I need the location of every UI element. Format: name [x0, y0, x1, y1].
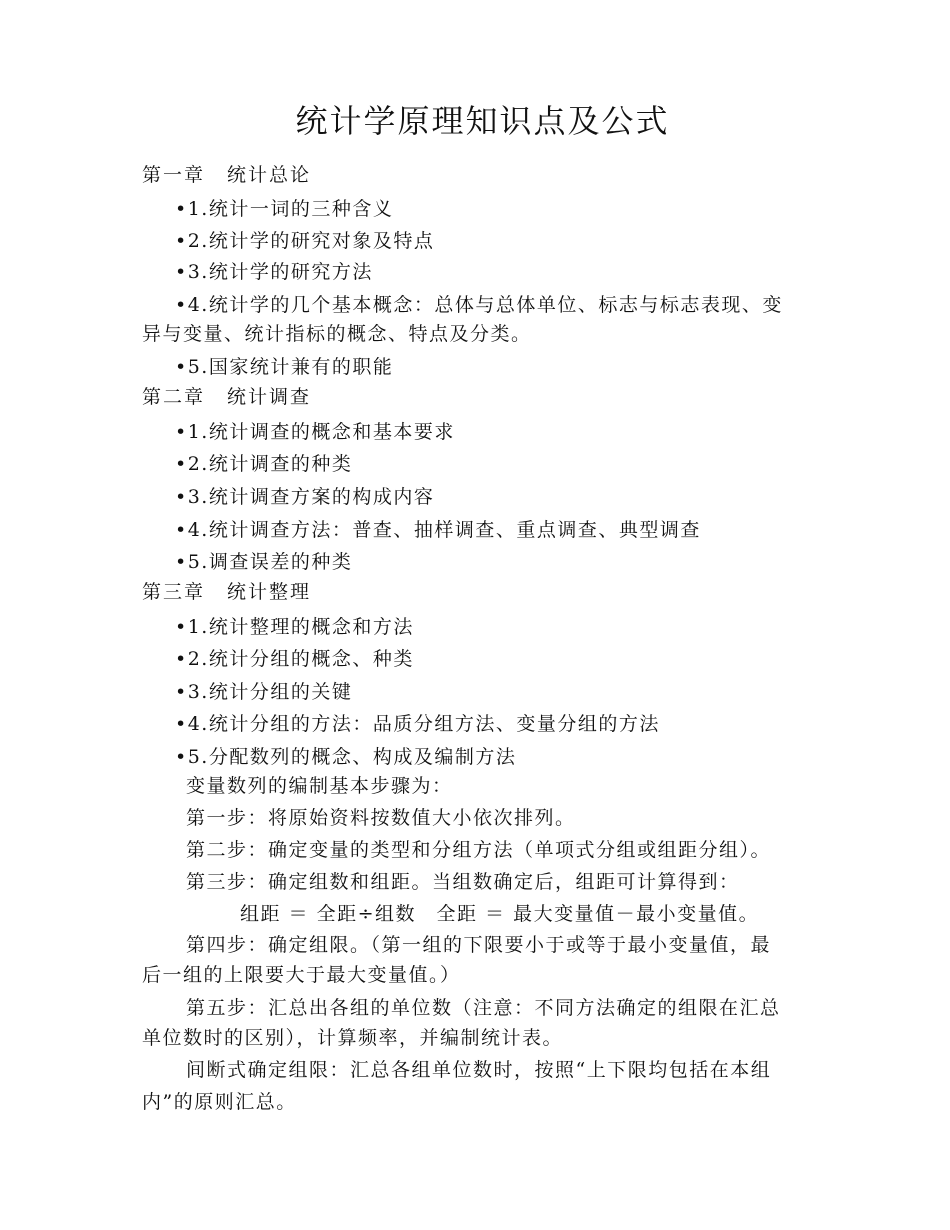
list-item: •4.统计调查方法：普查、抽样调查、重点调查、典型调查 [175, 519, 701, 541]
list-item: •1.统计调查的概念和基本要求 [175, 421, 455, 443]
note-line-2: 内”的原则汇总。 [142, 1091, 297, 1113]
chapter-name: 统计调查 [227, 386, 312, 408]
list-item: •5.分配数列的概念、构成及编制方法 [175, 746, 517, 768]
chapter-number: 第一章 [142, 164, 206, 186]
step-3: 第三步：确定组数和组距。当组数确定后，组距可计算得到： [186, 871, 740, 893]
list-item: •3.统计学的研究方法 [175, 261, 373, 283]
list-item: •2.统计学的研究对象及特点 [175, 230, 435, 252]
list-item: •2.统计调查的种类 [175, 453, 353, 475]
list-item: •4.统计学的几个基本概念：总体与总体单位、标志与标志表现、变 [175, 294, 783, 316]
chapter-2-heading [142, 385, 822, 409]
note-line-1: 间断式确定组限：汇总各组单位数时，按照“上下限均包括在本组 [186, 1059, 772, 1081]
step-4-line-2: 后一组的上限要大于最大变量值。） [142, 964, 461, 986]
chapter-1-heading [142, 163, 822, 187]
step-5-line-1: 第五步：汇总出各组的单位数（注意：不同方法确定的组限在汇总 [186, 997, 781, 1019]
steps-intro: 变量数列的编制基本步骤为： [186, 775, 453, 797]
page-title: 统计学原理知识点及公式 [295, 102, 670, 140]
chapter-number: 第三章 [142, 581, 206, 603]
step-4-line-1: 第四步：确定组限。（第一组的下限要小于或等于最小变量值，最 [186, 934, 772, 956]
list-item: •1.统计整理的概念和方法 [175, 616, 414, 638]
step-5-line-2: 单位数时的区别），计算频率，并编制统计表。 [142, 1027, 564, 1049]
chapter-3-heading [142, 580, 822, 604]
chapter-number: 第二章 [142, 386, 206, 408]
list-item: •3.统计分组的关键 [175, 681, 353, 703]
step-1: 第一步：将原始资料按数值大小依次排列。 [186, 807, 576, 829]
list-item-continuation: 异与变量、统计指标的概念、特点及分类。 [142, 323, 532, 345]
list-item: •5.调查误差的种类 [175, 551, 353, 573]
list-item: •5.国家统计兼有的职能 [175, 356, 394, 378]
step-2: 第二步：确定变量的类型和分组方法（单项式分组或组距分组）。 [186, 839, 772, 861]
list-item: •4.统计分组的方法：品质分组方法、变量分组的方法 [175, 713, 660, 735]
list-item: •1.统计一词的三种含义 [175, 198, 394, 220]
chapter-name: 统计总论 [227, 164, 312, 186]
list-item: •2.统计分组的概念、种类 [175, 648, 414, 670]
list-item: •3.统计调查方案的构成内容 [175, 486, 435, 508]
formula-line: 组距 ＝ 全距÷组数 全距 ＝ 最大变量值－最小变量值。 [240, 903, 760, 925]
chapter-name: 统计整理 [227, 581, 312, 603]
